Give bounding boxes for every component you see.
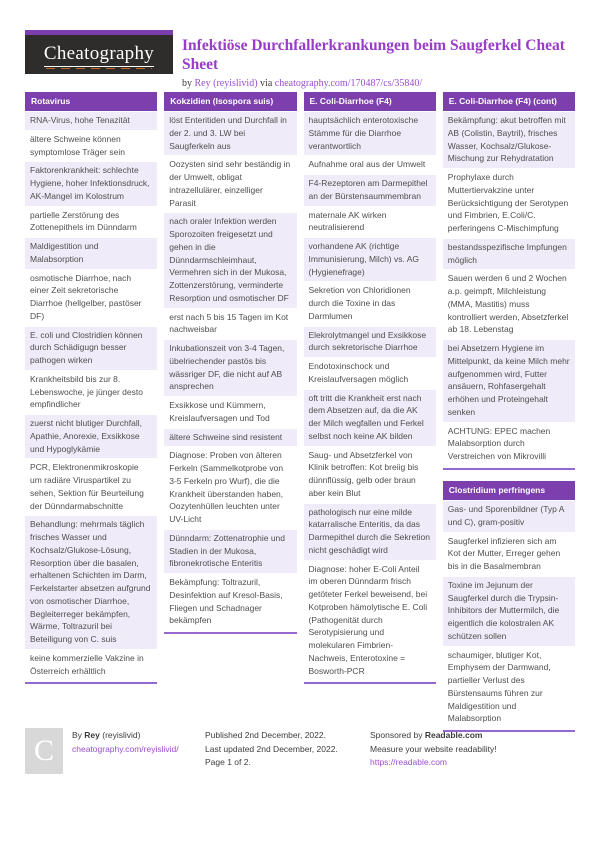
- byline: [182, 78, 582, 89]
- cheat-row: osmotische Diarrhoe, nach einer Zeit sekretorische Diarrhoe (hellgelber, pastöser DF): [30, 272, 142, 321]
- cheat-row: schaumiger, blutiger Kot, Emphysem der Darmwand, partieller Verlust des Bürstensaums führen zur Maldigestition und Malabsorption: [447, 649, 551, 724]
- section-rows: [164, 112, 296, 630]
- cheat-row: ältere Schweine können symptomlose Träger sein: [30, 133, 125, 157]
- cheat-section: [304, 92, 436, 684]
- column-1: [25, 92, 157, 695]
- cheat-row: Bekämpfung: akut betroffen mit AB (Colistin, Baytril), frisches Wasser, Kochsalz/Glukose-Mischung zur Rehydratation: [443, 112, 575, 168]
- cheatography-logo[interactable]: [25, 30, 173, 74]
- cheat-row: nach oraler Infektion werden Sporozoiten freigesetzt und gehen in die Dünndarmschleimhaut, Vermehren sich in der Mukosa, Zottenzerstörung, verminderte Resorption und osmotischer DF: [164, 213, 296, 307]
- updated-date: Last updated 2nd December, 2022.: [205, 743, 338, 754]
- cheat-row: Maldigestition und Malabsorption: [25, 238, 157, 269]
- sponsor-label: Sponsored by: [370, 730, 425, 740]
- section-rows: [443, 112, 575, 466]
- column-3: [304, 92, 436, 695]
- columns: [25, 92, 575, 743]
- footer-by-label: By: [72, 730, 85, 740]
- cheat-row: Sekretion von Chloridionen durch die Toxine in das Darmlumen: [308, 285, 411, 321]
- cheat-row: Saugferkel infizieren sich am Kot der Mutter, Erreger gehen bis in die Basalmembran: [447, 535, 561, 572]
- cheat-row: Saug- und Absetzferkel von Klinik betroffen: Kot breiig bis dünnflüssig, gelb oder braun aber kein Blut: [308, 449, 419, 498]
- cheatography-c-logo[interactable]: [25, 728, 63, 774]
- cheat-row: Endotoxinschock und Kreislaufversagen möglich: [308, 361, 409, 384]
- cheat-row: bestandsspezifische Impfungen möglich: [443, 239, 575, 270]
- cheat-row: E. coli und Clostridien können durch Schädigugn besser pathogen wirken: [25, 327, 157, 370]
- cheatography-logo-text: Cheatography: [44, 43, 154, 67]
- cheat-row: Exsikkose und Kümmern, Kreislaufversagen und Tod: [169, 400, 270, 423]
- section-header: E. Coli-Diarrhoe (F4): [304, 92, 436, 111]
- cheat-row: keine kommerzielle Vakzine in Österreich erhältlich: [30, 652, 144, 676]
- byline-via: via: [257, 77, 275, 89]
- cheat-row: hauptsächlich enterotoxische Stämme für die Diarrhoe verantwortlich: [304, 112, 436, 155]
- title-block: [182, 36, 582, 89]
- sheet-url-link[interactable]: cheatography.com/170487/cs/35840/: [274, 77, 423, 89]
- cheat-row: vorhandene AK (richtige Immunisierung, Milch) vs. AG (Hygienefrage): [304, 238, 436, 281]
- sponsor-tagline: Measure your website readability!: [370, 743, 497, 754]
- author-link[interactable]: Rey (reyislivid): [194, 77, 258, 89]
- cheat-row: F4-Rezeptoren am Darmepithel an der Bürstensaummembran: [304, 175, 436, 206]
- footer-author-link[interactable]: cheatography.com/reyislivid/: [72, 743, 179, 754]
- footer-meta-block: [205, 729, 338, 770]
- cheat-row: RNA-Virus, hohe Tenazität: [25, 112, 157, 130]
- cheat-row: Behandlung: mehrmals täglich frisches Wasser und Kochsalz/Glukose-Lösung, Resorption über die basalen, erhaltenen Schichten im Darm, Ferkelstarter absetzen aufgrund von osmotischer Diarrhoe, Begleiterreger bekämpfen, Wärme, Toltrazuril bei Beteiligung von C. suis: [25, 516, 157, 649]
- section-header: Kokzidien (Isospora suis): [164, 92, 296, 111]
- cheat-row: Diagnose: Proben von älteren Ferkeln (Sammelkotprobe von 3-5 Ferkeln pro Wurf), die die Krankheit überstanden haben, Oozytenhüllen leuchten unter UV-Licht: [169, 450, 284, 525]
- cheat-row: Prophylaxe durch Muttertiervakzine unter Berücksichtigung der Serotypen und Fimbrien, E.Coli/C. perferingens C-Mischimpfung: [447, 172, 569, 234]
- section-header: E. Coli-Diarrhoe (F4) (cont): [443, 92, 575, 111]
- footer-author-suffix: (reyislivid): [99, 730, 141, 740]
- footer-author-name: Rey: [84, 730, 100, 740]
- sheet-footer: [25, 728, 575, 788]
- cheat-row: Bekämpfung: Toltrazuril, Desinfektion auf Kresol-Basis, Fliegen und Schadnager bekämpfen: [169, 577, 283, 626]
- cheat-row: zuerst nicht blutiger Durchfall, Apathie, Anorexie, Exsikkose und Hypoglykämie: [25, 415, 157, 458]
- cheat-section: [443, 481, 575, 732]
- cheat-row: pathologisch nur eine milde katarralische Enteritis, da das Darmepithel durch die Sekretion nicht geschädigt wird: [304, 504, 436, 560]
- footer-author-block: [72, 729, 179, 756]
- cheat-section: [25, 92, 157, 684]
- page-title: Infektiöse Durchfallerkrankungen beim Saugferkel Cheat Sheet: [182, 37, 565, 74]
- published-date: Published 2nd December, 2022.: [205, 730, 326, 740]
- cheat-row: Elekrolytmangel und Exsikkose durch sekretorische Diarrhoe: [304, 327, 436, 358]
- cheat-row: ACHTUNG: EPEC machen Malabsorption durch Verstreichen von Mikrovilli: [447, 425, 551, 462]
- cheat-row: oft tritt die Krankheit erst nach dem Absetzen auf, da die AK der Milch wegfallen und Ferkel selbst noch keine AK bilden: [304, 390, 436, 446]
- cheat-row: ältere Schweine sind resistent: [164, 429, 296, 447]
- cheat-section: [443, 92, 575, 470]
- section-rows: [443, 501, 575, 728]
- column-2: [164, 92, 296, 645]
- footer-logo-letter: C: [33, 734, 54, 767]
- cheat-row: Toxine im Jejunum der Saugferkel durch die Trypsin-Inhibitors der Muttermilch, die eigentlich die kolostralen AK schützen sollen: [443, 577, 575, 646]
- cheat-row: Faktorenkrankheit: schlechte Hygiene, hoher Infektionsdruck, AK-Mangel im Kolostrum: [25, 162, 157, 205]
- sponsor-name: Readable.com: [424, 730, 483, 740]
- section-header: Clostridium perfringens: [443, 481, 575, 500]
- page-number: Page 1 of 2.: [205, 757, 251, 768]
- cheat-row: Inkubationszeit von 3-4 Tagen, übelriechender pastös bis wässriger DF, die nicht auf AB ansprechen: [164, 340, 296, 396]
- cheat-row: Krankheitsbild bis zur 8. Lebenswoche, je jünger desto empfindlicher: [30, 373, 143, 410]
- cheat-row: Diagnose: hoher E-Coli Anteil im oberen Dünndarm frisch getöteter Ferkel beweisend, bei Kotproben hämolytische E. Coli (Pathogenität durch Serotypisierung und molekularen Fimbrien-Nachweis, Enterotoxine = Bosworth-PCR: [308, 563, 428, 676]
- cheat-row: Gas- und Sporenbildner (Typ A und C), gram-positiv: [443, 501, 575, 532]
- cheat-row: Aufnahme oral aus der Umwelt: [308, 159, 426, 170]
- section-header: Rotavirus: [25, 92, 157, 111]
- cheat-section: [164, 92, 296, 634]
- footer-author-line: [72, 729, 179, 743]
- cheat-row: Sauen werden 6 und 2 Wochen a.p. geimpft, Milchleistung (MMA, Mastitis) muss kontrolliert werden, Absetzferkel ab 18. Lebenstag: [447, 273, 569, 335]
- cheat-row: löst Enteritiden und Durchfall in der 2. und 3. LW bei Saugferkeln aus: [164, 112, 296, 155]
- sponsor-link[interactable]: https://readable.com: [370, 757, 448, 768]
- column-4: [443, 92, 575, 743]
- cheat-row: partielle Zerstörung des Zottenepithels im Dünndarm: [30, 209, 137, 233]
- cheat-row: Dünndarm: Zottenatrophie und Stadien in der Mukosa, fibronekrotische Enteritis: [164, 530, 296, 573]
- section-rows: [304, 112, 436, 680]
- cheat-row: erst nach 5 bis 15 Tagen im Kot nachweisbar: [169, 311, 289, 335]
- footer-sponsor-block: [370, 729, 497, 770]
- cheat-row: Oozysten sind sehr beständig in der Umwelt, obligat intrazellulärer, einzelliger Parasit: [169, 159, 291, 208]
- cheat-row: maternale AK wirken neutralisierend: [308, 209, 387, 233]
- sponsor-line: [370, 729, 497, 743]
- cheat-row: bei Absetzern Hygiene im Mittelpunkt, da keine Milch mehr aufgenommen wird, Futter ansäuern, Rohfasergehalt erhöhen und Proteingehalt senken: [443, 340, 575, 422]
- section-rows: [25, 112, 157, 680]
- cheat-row: PCR, Elektronenmikroskopie um radiäre Viruspartikel zu sehen, Sektion für Beurteilung der Dünndarmabschnitte: [30, 462, 144, 511]
- byline-by: by: [182, 77, 195, 89]
